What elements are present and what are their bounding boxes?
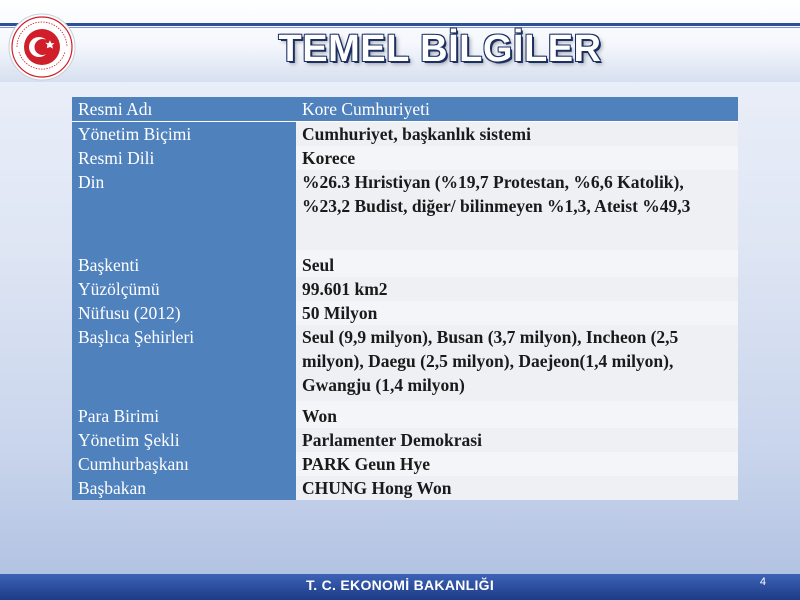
row-value: 50 Milyon [296,301,738,325]
row-value: Parlamenter Demokrasi [296,428,738,452]
row-value: Won [296,401,738,428]
row-label: Başkenti [72,250,296,277]
table-row [72,428,738,452]
row-value: Kore Cumhuriyeti [296,97,738,122]
row-label: Din [72,170,296,250]
row-label: Başlıca Şehirleri [72,325,296,401]
row-label: Yönetim Şekli [72,428,296,452]
page-title: TEMEL BİLGİLER [278,28,602,70]
table-row [72,401,738,428]
footer-ministry-name: T. C. EKONOMİ BAKANLIĞI [305,577,495,593]
row-label: Resmi Adı [72,97,296,122]
ministry-logo-icon [7,12,77,82]
row-value: CHUNG Hong Won [296,476,738,500]
basic-info-table [72,97,738,500]
row-label: Yüzölçümü [72,277,296,301]
row-label: Başbakan [72,476,296,500]
row-value: PARK Geun Hye [296,452,738,476]
header-rule [0,23,800,26]
row-label: Para Birimi [72,401,296,428]
table-row [72,170,738,250]
row-label: Cumhurbaşkanı [72,452,296,476]
table-row [72,122,738,147]
table-row [72,146,738,170]
footer-bar [0,574,800,600]
table-row [72,250,738,277]
table-row [72,452,738,476]
row-value: Korece [296,146,738,170]
row-value: Seul (9,9 milyon), Busan (3,7 milyon), Incheon (2,5 milyon), Daegu (2,5 milyon), Daejeon(1,4 milyon), Gwangju (1,4 milyon) [296,325,738,401]
row-value: Cumhuriyet, başkanlık sistemi [296,122,738,147]
row-label: Resmi Dili [72,146,296,170]
table-row [72,277,738,301]
row-label: Nüfusu (2012) [72,301,296,325]
row-label: Yönetim Biçimi [72,122,296,147]
table-row [72,301,738,325]
row-value: %26.3 Hıristiyan (%19,7 Protestan, %6,6 Katolik), %23,2 Budist, diğer/ bilinmeyen %1,3, Ateist %49,3 [296,170,738,250]
row-value: 99.601 km2 [296,277,738,301]
table-row [72,476,738,500]
row-value: Seul [296,250,738,277]
table-row [72,97,738,122]
page-number: 4 [759,576,766,588]
table-row [72,325,738,401]
